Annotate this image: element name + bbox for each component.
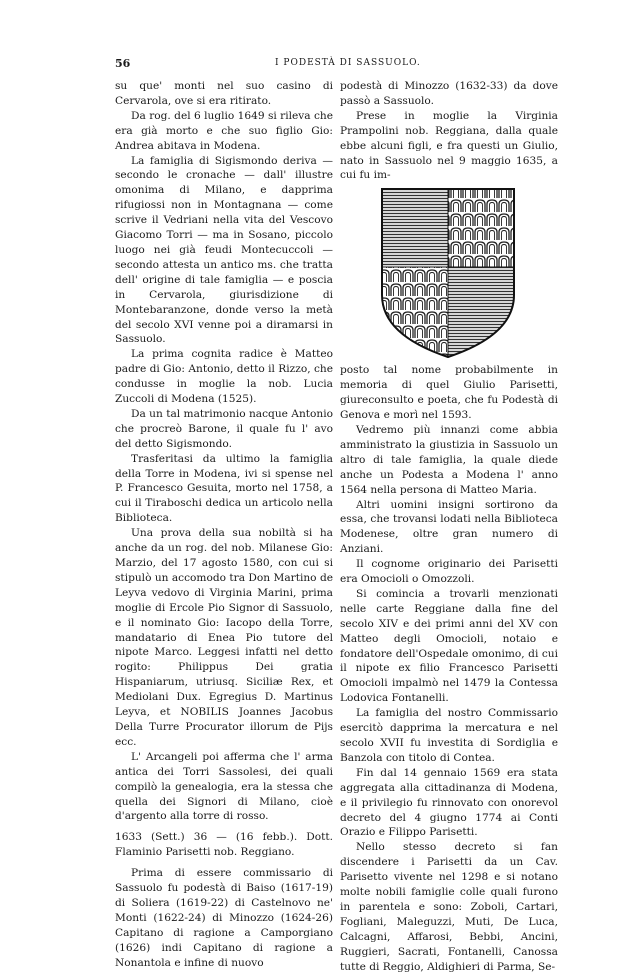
paragraph: Vedremo più innanzi come abbia amministrato la giustizia in Sassuolo un altro di tale famiglia, la quale diede anche un Podesta a Modena l' anno 1564 nella persona di Matteo Maria.: [340, 423, 558, 496]
paragraph: Prima di essere commissario di Sassuolo fu podestà di Baiso (1617-19) di Soliera (1619-22) di Castelnovo ne' Monti (1622-24) di Minozzo (1624-26) Capitano di ragione a Camporgiano (1626) indi Capitano di ragione a Nonantola e infine di nuovo: [115, 867, 333, 969]
paragraph: Il cognome originario dei Parisetti era Omocioli o Omozzoli.: [340, 558, 558, 586]
paragraph: Una prova della sua nobiltà si ha anche da un rog. del nob. Milanese Gio: Marzio, del 17 agosto 1580, con cui si stipulò un accomodo tra Don Martino de Leyva vedovo di Virginia Marini, prima moglie di Ercole Pio Signor di Sassuolo, e il nominato Gio: Iacopo della Torre, mandatario di Enea Pio tutore del nipote Marco. Leggesi infatti nel detto rogito: Philippus Dei gratia Hispaniarum, utriusq. Siciliæ Rex, et Mediolani Dux. Egregius D. Martinus Leyva, et NOBILIS Joannes Jacobus Della Turre Procurator illorum de Pijs ecc.: [115, 527, 333, 748]
paragraph: La famiglia del nostro Commissario esercitò dapprima la mercatura e nel secolo XVII fu investita di Sordiglia e Banzola con titolo di Contea.: [340, 707, 558, 764]
paragraph: Trasferitasi da ultimo la famiglia della Torre in Modena, ivi si spense nel P. Francesco Gesuita, morto nel 1758, a cui il Tiraboschi dedica un articolo nella Biblioteca.: [115, 452, 333, 525]
paragraph: Fin dal 14 gennaio 1569 era stata aggregata alla cittadinanza di Modena, e il privilegio fu rinnovato con onorevol decreto del 4 giugno 1774 ai Conti Orazio e Filippo Parisetti.: [340, 766, 558, 839]
paragraph: L' Arcangeli poi afferma che l' arma antica dei Torri Sassolesi, dei quali compilò la genealogia, era la stessa che quella dei Signori di Milano, cioè d'argento alla torre di rosso.: [115, 750, 333, 823]
coat-of-arms: [340, 183, 558, 363]
paragraph: La prima cognita radice è Matteo padre di Gio: Antonio, detto il Rizzo, che condusse in moglie la nob. Lucia Zuccoli di Modena (1525).: [115, 348, 333, 406]
running-title: I PODESTÀ DI SASSUOLO.: [275, 58, 421, 68]
running-header: [115, 57, 515, 71]
paragraph: podestà di Minozzo (1632-33) da dove passò a Sassuolo.: [340, 80, 558, 107]
paragraph: Da un tal matrimonio nacque Antonio che procreò Barone, il quale fu l' avo del detto Sigismondo.: [115, 407, 333, 450]
paragraph: La famiglia di Sigismondo deriva — secondo le cronache — dall' illustre omonima di Milano, e dapprima rifugiossi non in Montagnana — come scrive il Vedriani nella vita del Vescovo Giacomo Torri — ma in Sosano, piccolo luogo nei già feudi Montecuccoli — secondo attesta un antico ms. che tratta dell' origine di tale famiglia — e poscia in Cervarola, giurisdizione di Montebaranzone, donde verso la metà del secolo XVI venne poi a diramarsi in Sassuolo.: [115, 154, 333, 346]
paragraph: Si comincia a trovarli menzionati nelle carte Reggiane dalla fine del secolo XIV e dei primi anni del XV con Matteo degli Omocioli, notaio e fondatore dell'Ospedale omonimo, di cui il nipote ex filio Francesco Parisetti Omocioli impalmò nel 1479 la Contessa Lodovica Fontanelli.: [340, 587, 558, 705]
paragraph: Prese in moglie la Virginia Prampolini nob. Reggiana, dalla quale ebbe alcuni figli, e fra questi un Giulio, nato in Sassuolo nel 9 maggio 1635, a cui fu im-: [340, 109, 558, 182]
paragraph: Da rog. del 6 luglio 1649 si rileva che era già morto e che suo figlio Gio: Andrea abitava in Modena.: [115, 109, 333, 152]
left-column: [115, 79, 333, 970]
paragraph: su que' monti nel suo casino di Cervarola, ove si era ritirato.: [115, 80, 333, 107]
page-number: 56: [115, 57, 131, 70]
paragraph: Nello stesso decreto si fan discendere i Parisetti da un Cav. Parisetto vivente nel 1298 e si notano molte nobili famiglie colle quali furono in parentela e sono: Zoboli, Cartari, Fogliani, Maleguzzi, Muti, De Luca, Calcagni, Affarosi, Bebbi, Ancini, Ruggieri, Sacrati, Fontanelli, Canossa tutte di Reggio, Aldighieri di Parma, Se-: [340, 841, 558, 973]
paragraph: posto tal nome probabilmente in memoria di quel Giulio Parisetti, giureconsulto e poeta, che fu Podestà di Genova e morì nel 1593.: [340, 364, 558, 422]
right-column: [340, 79, 558, 975]
paragraph: Altri uomini insigni sortirono da essa, che trovansi lodati nella Biblioteca Modenese, oltre gran numero di Anziani.: [340, 498, 558, 556]
podesta-entry: 1633 (Sett.) 36 — (16 febb.). Dott. Flaminio Parisetti nob. Reggiano.: [115, 831, 333, 859]
coat-of-arms-icon: [378, 185, 518, 360]
